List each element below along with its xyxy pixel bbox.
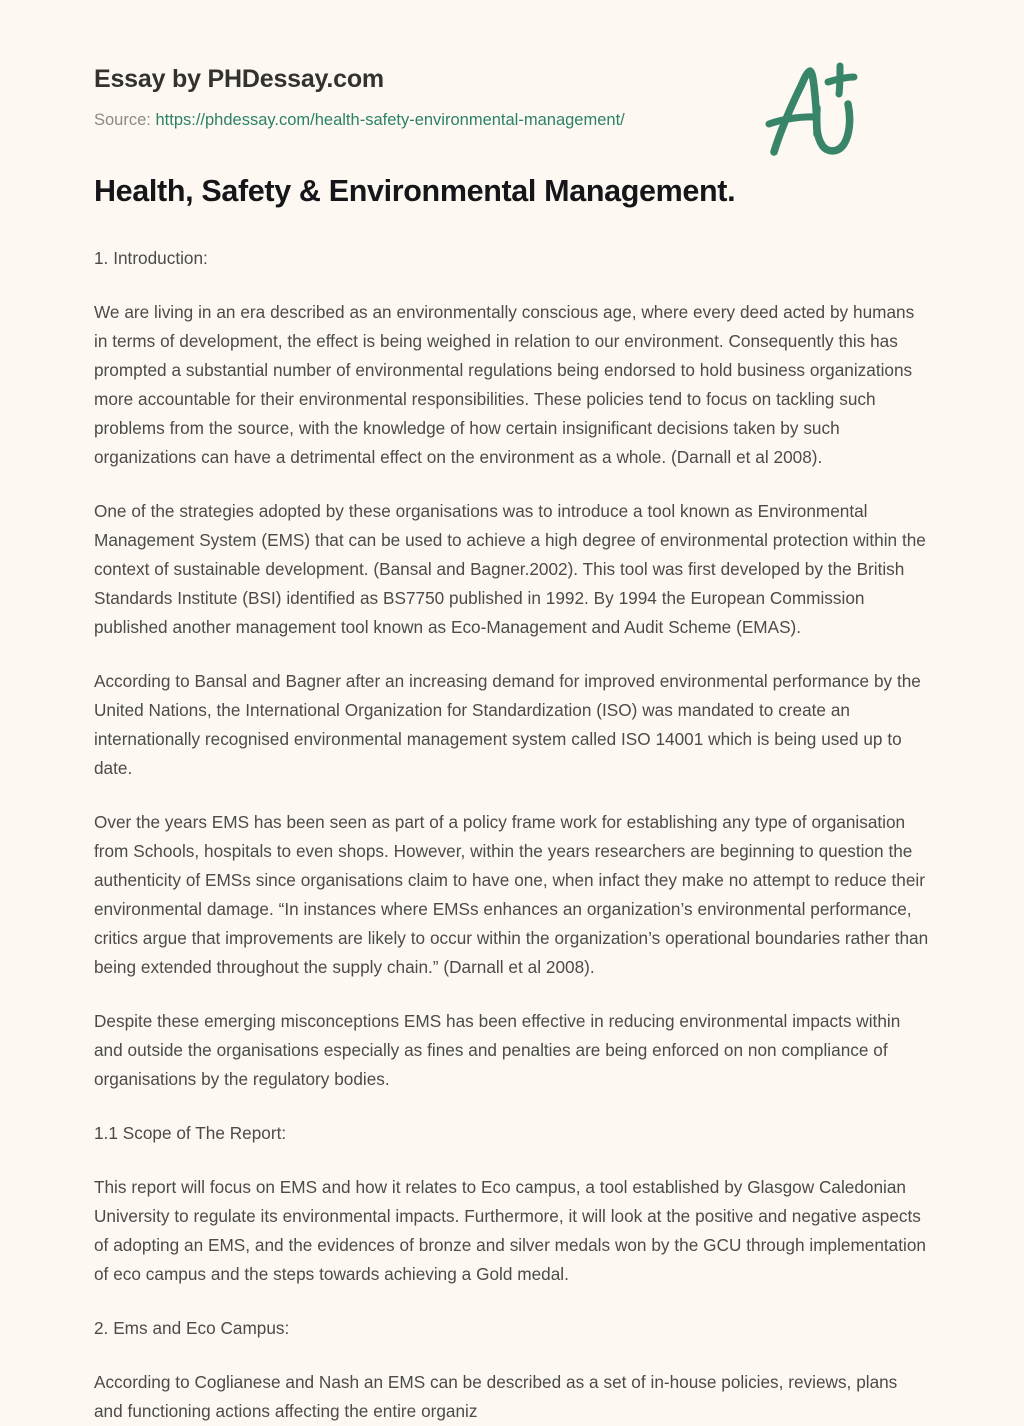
section-heading-introduction: 1. Introduction: (94, 248, 208, 269)
source-url-link[interactable]: https://phdessay.com/health-safety-environmental-management/ (155, 110, 625, 129)
paragraph: This report will focus on EMS and how it relates to Eco campus, a tool established by Glasgow Caledonian University to regulate its environmental impacts. Furthermore, it will look at the positive and negative aspects of adopting an EMS, and the evidences of bronze and silver medals won by the GCU through implementation of eco campus and the steps towards achieving a Gold medal. (94, 1177, 926, 1285)
article-body (94, 172, 930, 1426)
paragraph: One of the strategies adopted by these organisations was to introduce a tool known as Environmental Management System (EMS) that can be used to achieve a high degree of environmental protection within the context of sustainable development. (Bansal and Bagner.2002). This tool was first developed by the British Standards Institute (BSI) identified as BS7750 published in 1992. By 1994 the European Commission published another management tool known as Eco-Management and Audit Scheme (EMAS). (94, 501, 926, 638)
brand-title: Essay by PHDessay.com (94, 65, 384, 93)
paragraph-truncated: According to Coglianese and Nash an EMS can be described as a set of in-house policies, reviews, plans and functioning actions affecting the entire organiz (94, 1372, 898, 1422)
paragraph: We are living in an era described as an environmentally conscious age, where every deed acted by humans in terms of development, the effect is being weighed in relation to our environment. Consequently this has prompted a substantial number of environmental regulations being endorsed to hold business organizations more accountable for their environmental responsibilities. These policies tend to focus on tackling such problems from the source, with the knowledge of how certain insignificant decisions taken by such organizations can have a detrimental effect on the environment as a whole. (Darnall et al 2008). (94, 302, 915, 468)
masthead (94, 0, 930, 129)
paragraph: Over the years EMS has been seen as part of a policy frame work for establishing any type of organisation from Schools, hospitals to even shops. However, within the years researchers are beginning to question the authenticity of EMSs since organisations claim to have one, when infact they make no attempt to reduce their environmental damage. “In instances where EMSs enhances an organization’s environmental performance, critics argue that improvements are likely to occur within the organization’s operational boundaries rather than being extended throughout the supply chain.” (Darnall et al 2008). (94, 812, 929, 978)
page-title: Health, Safety & Environmental Management. (94, 174, 736, 208)
source-label: Source: (94, 110, 151, 129)
section-heading-ems-eco-campus: 2. Ems and Eco Campus: (94, 1318, 290, 1339)
a-plus-logo-icon (754, 60, 866, 164)
paragraph: Despite these emerging misconceptions EMS has been effective in reducing environmental impacts within and outside the organisations especially as fines and penalties are being enforced on non compliance of organisations by the regulatory bodies. (94, 1011, 901, 1090)
section-heading-scope: 1.1 Scope of The Report: (94, 1123, 287, 1144)
paragraph: According to Bansal and Bagner after an increasing demand for improved environmental performance by the United Nations, the International Organization for Standardization (ISO) was mandated to create an internationally recognised environmental management system called ISO 14001 which is being used up to date. (94, 671, 921, 779)
